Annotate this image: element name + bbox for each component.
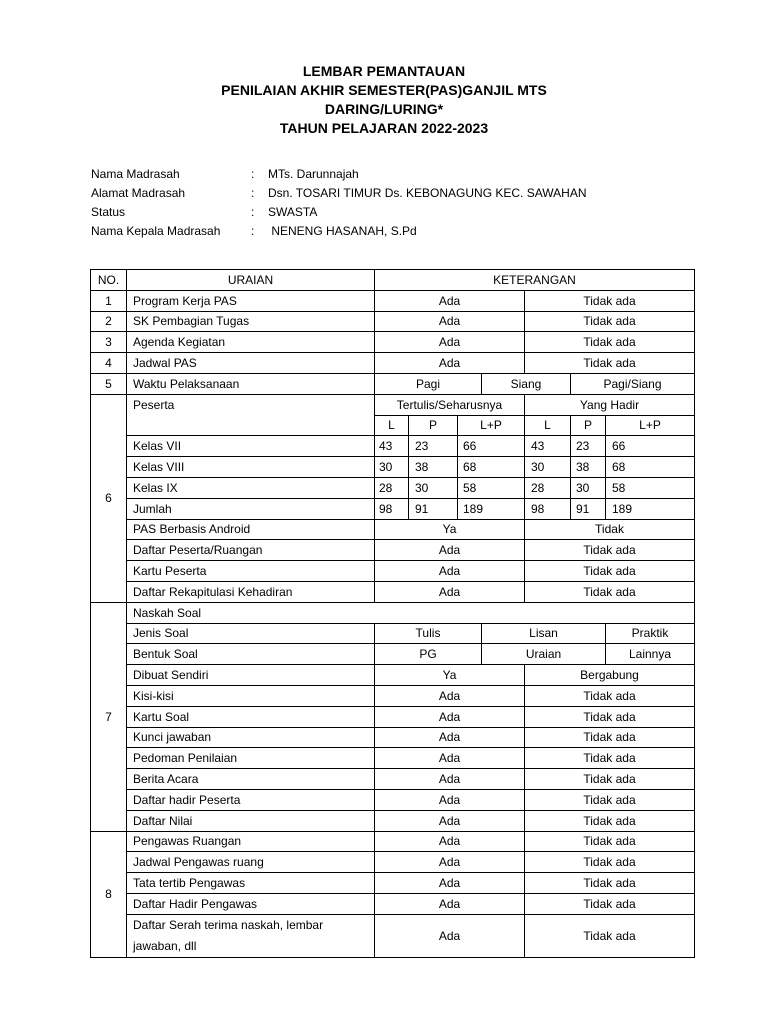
row-label: Jadwal PAS	[127, 353, 375, 374]
info-colon: :	[251, 167, 255, 181]
row-label: Program Kerja PAS	[127, 290, 375, 311]
option-ada: Ada	[375, 831, 525, 852]
row-label: Kisi-kisi	[127, 685, 375, 706]
table-row	[91, 290, 695, 311]
cell-hadir-l: 98	[525, 498, 571, 519]
option-ada: Ada	[375, 789, 525, 810]
table-row	[91, 477, 695, 498]
title-line-3: DARING/LURING*	[324, 101, 444, 117]
cell-hadir-lp: 58	[606, 477, 695, 498]
row-no: 8	[91, 831, 127, 957]
option-ada: Ada	[375, 581, 525, 602]
cell-hadir-lp: 66	[606, 436, 695, 457]
info-colon: :	[251, 224, 255, 238]
table-row	[91, 852, 695, 873]
option-tulis: Tulis	[375, 623, 482, 644]
row-label: Daftar Nilai	[127, 810, 375, 831]
option-ada: Ada	[375, 706, 525, 727]
row-label: Daftar Serah terima naskah, lembar jawaban, dll	[127, 914, 375, 957]
table-row	[91, 353, 695, 374]
row-label: Dibuat Sendiri	[127, 665, 375, 686]
row-label: Kelas IX	[127, 477, 375, 498]
table-row	[91, 373, 695, 394]
table-row	[91, 665, 695, 686]
option-pagi-siang: Pagi/Siang	[571, 373, 695, 394]
table-row	[91, 394, 695, 415]
cell-l: 43	[375, 436, 409, 457]
table-row	[91, 893, 695, 914]
cell-p: 91	[409, 498, 458, 519]
cell-hadir-p: 30	[571, 477, 606, 498]
info-row-nama	[91, 165, 691, 184]
option-lisan: Lisan	[482, 623, 606, 644]
option-ya: Ya	[375, 665, 525, 686]
table-row	[91, 810, 695, 831]
option-tidak-ada: Tidak ada	[525, 831, 695, 852]
row-label: Daftar Rekapitulasi Kehadiran	[127, 581, 375, 602]
option-tidak-ada: Tidak ada	[525, 914, 695, 957]
option-ada: Ada	[375, 353, 525, 374]
option-tidak-ada: Tidak ada	[525, 290, 695, 311]
row-label: Pengawas Ruangan	[127, 831, 375, 852]
info-row-alamat	[91, 184, 691, 203]
table-row	[91, 644, 695, 665]
title-line-4: TAHUN PELAJARAN 2022-2023	[279, 120, 489, 136]
row-label: PAS Berbasis Android	[127, 519, 375, 540]
row-label: Daftar Peserta/Ruangan	[127, 540, 375, 561]
cell-l: 98	[375, 498, 409, 519]
table-row	[91, 727, 695, 748]
row-label: Kartu Soal	[127, 706, 375, 727]
row-label: Waktu Pelaksanaan	[127, 373, 375, 394]
row-no: 7	[91, 602, 127, 831]
cell-hadir-p: 23	[571, 436, 606, 457]
table-row	[91, 540, 695, 561]
option-praktik: Praktik	[606, 623, 695, 644]
row-no: 5	[91, 373, 127, 394]
col-lp: L+P	[458, 415, 525, 436]
row-label: Kelas VIII	[127, 457, 375, 478]
cell-lp: 66	[458, 436, 525, 457]
header-no: NO.	[91, 270, 127, 291]
title-line-1: LEMBAR PEMANTAUAN	[302, 63, 466, 79]
row-no: 2	[91, 311, 127, 332]
row-label: Jumlah	[127, 498, 375, 519]
option-tidak-ada: Tidak ada	[525, 769, 695, 790]
cell-hadir-lp: 189	[606, 498, 695, 519]
table-row	[91, 561, 695, 582]
option-lainnya: Lainnya	[606, 644, 695, 665]
option-tidak-ada: Tidak ada	[525, 706, 695, 727]
info-colon: :	[251, 205, 255, 219]
row-label: Daftar hadir Peserta	[127, 789, 375, 810]
col-p: P	[409, 415, 458, 436]
table-row	[91, 748, 695, 769]
table-row	[91, 914, 695, 957]
option-ada: Ada	[375, 561, 525, 582]
row-no: 3	[91, 332, 127, 353]
cell-hadir-p: 38	[571, 457, 606, 478]
table-row	[91, 436, 695, 457]
row-label: Kartu Peserta	[127, 561, 375, 582]
row-label: Kunci jawaban	[127, 727, 375, 748]
document-title	[0, 62, 768, 138]
cell-hadir-l: 28	[525, 477, 571, 498]
option-tidak-ada: Tidak ada	[525, 893, 695, 914]
option-tidak-ada: Tidak ada	[525, 540, 695, 561]
option-uraian: Uraian	[482, 644, 606, 665]
cell-l: 30	[375, 457, 409, 478]
option-ada: Ada	[375, 311, 525, 332]
cell-lp: 189	[458, 498, 525, 519]
table-row	[91, 498, 695, 519]
option-ada: Ada	[375, 893, 525, 914]
row-label: Kelas VII	[127, 436, 375, 457]
table-row	[91, 706, 695, 727]
table-row	[91, 311, 695, 332]
row-label: Berita Acara	[127, 769, 375, 790]
col-l: L	[525, 415, 571, 436]
option-ada: Ada	[375, 290, 525, 311]
option-ada: Ada	[375, 810, 525, 831]
option-ada: Ada	[375, 748, 525, 769]
option-tidak-ada: Tidak ada	[525, 789, 695, 810]
option-tidak-ada: Tidak ada	[525, 311, 695, 332]
table-row	[91, 581, 695, 602]
option-ada: Ada	[375, 685, 525, 706]
table-row	[91, 332, 695, 353]
info-colon: :	[251, 186, 255, 200]
info-row-status	[91, 203, 691, 222]
option-pg: PG	[375, 644, 482, 665]
info-value: Dsn. TOSARI TIMUR Ds. KEBONAGUNG KEC. SAWAHAN	[268, 186, 587, 200]
option-tidak-ada: Tidak ada	[525, 353, 695, 374]
col-l: L	[375, 415, 409, 436]
cell-p: 38	[409, 457, 458, 478]
cell-hadir-l: 43	[525, 436, 571, 457]
col-p: P	[571, 415, 606, 436]
row-label: Jadwal Pengawas ruang	[127, 852, 375, 873]
option-ada: Ada	[375, 873, 525, 894]
option-ada: Ada	[375, 727, 525, 748]
madrasah-info	[91, 165, 691, 241]
option-ada: Ada	[375, 769, 525, 790]
info-label: Nama Madrasah	[91, 167, 180, 181]
row-label: Tata tertib Pengawas	[127, 873, 375, 894]
row-label: Bentuk Soal	[127, 644, 375, 665]
option-tidak-ada: Tidak ada	[525, 810, 695, 831]
info-label: Nama Kepala Madrasah	[91, 224, 221, 238]
col-tertulis: Tertulis/Seharusnya	[375, 394, 525, 415]
row-no: 6	[91, 394, 127, 602]
option-ada: Ada	[375, 852, 525, 873]
table-row	[91, 769, 695, 790]
info-label: Status	[91, 205, 126, 219]
table-row	[91, 602, 695, 623]
cell-p: 30	[409, 477, 458, 498]
row-label: SK Pembagian Tugas	[127, 311, 375, 332]
row-label: Peserta	[127, 394, 375, 436]
cell-hadir-l: 30	[525, 457, 571, 478]
title-line-2: PENILAIAN AKHIR SEMESTER(PAS)GANJIL MTS	[221, 82, 547, 98]
info-value: NENENG HASANAH, S.Pd	[268, 224, 417, 238]
row-label: Agenda Kegiatan	[127, 332, 375, 353]
info-value: SWASTA	[268, 205, 318, 219]
option-tidak-ada: Tidak ada	[525, 685, 695, 706]
option-tidak-ada: Tidak ada	[525, 727, 695, 748]
option-tidak-ada: Tidak ada	[525, 581, 695, 602]
header-keterangan: KETERANGAN	[375, 270, 695, 291]
cell-lp: 58	[458, 477, 525, 498]
row-label: Daftar Hadir Pengawas	[127, 893, 375, 914]
row-label: Pedoman Penilaian	[127, 748, 375, 769]
cell-p: 23	[409, 436, 458, 457]
option-tidak-ada: Tidak ada	[525, 332, 695, 353]
option-ya: Ya	[375, 519, 525, 540]
info-label: Alamat Madrasah	[91, 186, 186, 200]
table-row	[91, 457, 695, 478]
cell-l: 28	[375, 477, 409, 498]
row-label: Naskah Soal	[127, 602, 695, 623]
cell-hadir-lp: 68	[606, 457, 695, 478]
info-value: MTs. Darunnajah	[268, 167, 359, 181]
info-row-kepala	[91, 222, 691, 241]
option-pagi: Pagi	[375, 373, 482, 394]
col-yang-hadir: Yang Hadir	[525, 394, 695, 415]
table-row	[91, 519, 695, 540]
option-bergabung: Bergabung	[525, 665, 695, 686]
row-no: 1	[91, 290, 127, 311]
cell-lp: 68	[458, 457, 525, 478]
table-header-row	[91, 270, 695, 291]
col-lp: L+P	[606, 415, 695, 436]
option-tidak-ada: Tidak ada	[525, 561, 695, 582]
option-ada: Ada	[375, 540, 525, 561]
option-ada: Ada	[375, 914, 525, 957]
table-row	[91, 623, 695, 644]
table-row	[91, 873, 695, 894]
monitoring-table	[90, 269, 695, 958]
table-row	[91, 831, 695, 852]
header-uraian: URAIAN	[127, 270, 375, 291]
option-siang: Siang	[482, 373, 571, 394]
option-tidak-ada: Tidak ada	[525, 748, 695, 769]
option-ada: Ada	[375, 332, 525, 353]
option-tidak: Tidak	[525, 519, 695, 540]
table-row	[91, 685, 695, 706]
row-no: 4	[91, 353, 127, 374]
row-label: Jenis Soal	[127, 623, 375, 644]
option-tidak-ada: Tidak ada	[525, 873, 695, 894]
option-tidak-ada: Tidak ada	[525, 852, 695, 873]
cell-hadir-p: 91	[571, 498, 606, 519]
table-row	[91, 789, 695, 810]
